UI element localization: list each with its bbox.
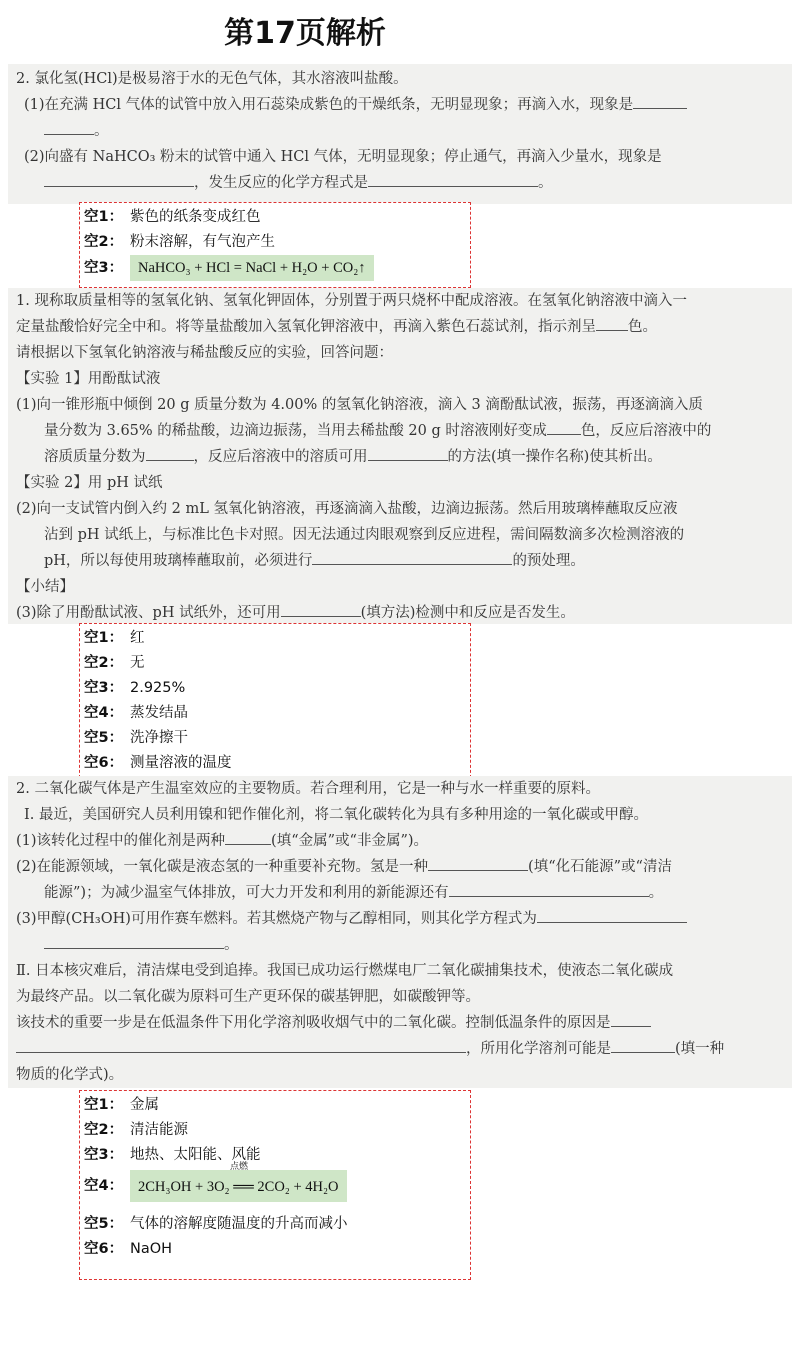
chemical-equation: NaHCO₃ + HCl = NaCl + H₂O + CO₂↑: [130, 255, 374, 281]
q2-line: 定量盐酸恰好完全中和。将等量盐酸加入氢氧化钾溶液中，再滴入紫色石蕊试剂，指示剂呈 色。: [16, 314, 784, 340]
answer-box-2: [79, 623, 471, 778]
q2-line: 请根据以下氢氧化钠溶液与稀盐酸反应的实验，回答问题：: [16, 345, 393, 361]
q3-line: 2. 二氧化碳气体是产生温室效应的主要物质。若合理利用，它是一种与水一样重要的原料。: [16, 781, 600, 797]
q3-line: Ⅱ. 日本核灾难后，清洁煤电受到追捧。我国已成功运行燃煤电厂二氧化碳捕集技术，使液态二氧化碳成: [16, 963, 674, 979]
q2-line: 【实验 2】用 pH 试纸: [16, 475, 163, 491]
q2-line: 溶质质量分数为 ，反应后溶液中的溶质可用 的方法(填一操作名称)使其析出。: [16, 444, 784, 470]
q3-line: Ⅰ. 最近，美国研究人员利用镍和钯作催化剂，将二氧化碳转化为具有多种用途的一氧化碳或甲醇。: [24, 807, 648, 823]
answer-row: 空3： NaHCO₃ + HCl = NaCl + H₂O + CO₂↑: [84, 255, 466, 280]
q2-line: 沾到 pH 试纸上，与标准比色卡对照。因无法通过肉眼观察到反应进程，需间隔数滴多次检测溶液的: [44, 527, 685, 543]
answer-row: 空5： 洗净擦干: [84, 730, 188, 746]
answer-row: 空2： 无: [84, 655, 145, 671]
answer-row: 空5： 气体的溶解度随温度的升高而减小: [84, 1216, 348, 1232]
q2-line: (1)向一锥形瓶中倾倒 20 g 质量分数为 4.00% 的氢氧化钠溶液，滴入 3 滴酚酞试液，振荡，再逐滴滴入质: [16, 397, 703, 413]
q2-line: (2)向一支试管内倒入约 2 mL 氢氧化钠溶液，再逐滴滴入盐酸，边滴边振荡。然后用玻璃棒蘸取反应液: [16, 501, 678, 517]
answer-row: 空6： 测量溶液的温度: [84, 755, 232, 771]
answer-row: 空4： 2CH₃OH + 3O₂ ══ 2CO₂ + 4H₂O 点燃: [84, 1168, 466, 1204]
q3-line: 物质的化学式)。: [16, 1067, 124, 1083]
answer-row: 空6： NaOH: [84, 1241, 173, 1257]
answer-row: 空1： 金属: [84, 1097, 159, 1113]
q3-line: (3)甲醇(CH₃OH)可用作赛车燃料。若其燃烧产物与乙醇相同，则其化学方程式为: [16, 906, 784, 932]
answer-row: 空2： 清洁能源: [84, 1122, 188, 1138]
answer-row: 空2： 粉末溶解，有气泡产生: [84, 234, 275, 250]
q1-line: 。: [16, 118, 784, 144]
answer-box-1: [79, 202, 471, 288]
q1-line: ，发生反应的化学方程式是 。: [16, 170, 784, 196]
q2-line: 【实验 1】用酚酞试液: [16, 371, 161, 387]
question-1-scan: [8, 64, 792, 204]
q2-line: pH，所以每使用玻璃棒蘸取前，必须进行 的预处理。: [16, 548, 784, 574]
answer-box-3: [79, 1090, 471, 1280]
answer-row: 空1： 紫色的纸条变成红色: [84, 209, 261, 225]
q3-line: 为最终产品。以二氧化碳为原料可生产更环保的碳基钾肥，如碳酸钾等。: [16, 989, 480, 1005]
question-3-scan: [8, 776, 792, 1088]
q1-line: (2)向盛有 NaHCO₃ 粉末的试管中通入 HCl 气体，无明显现象；停止通气，再滴入少量水，现象是: [24, 149, 662, 165]
reaction-condition: 点燃: [230, 1161, 249, 1171]
answer-row: 空3： 地热、太阳能、风能: [84, 1147, 261, 1163]
page-title: 第17页解析: [224, 16, 386, 51]
q2-line: (3)除了用酚酞试液、pH 试纸外，还可用 (填方法)检测中和反应是否发生。: [16, 600, 784, 626]
q2-line: 量分数为 3.65% 的稀盐酸，边滴边振荡，当用去稀盐酸 20 g 时溶液刚好变成 色，反应后溶液中的: [16, 418, 784, 444]
q2-line: 【小结】: [16, 579, 74, 595]
q3-line: 该技术的重要一步是在低温条件下用化学溶剂吸收烟气中的二氧化碳。控制低温条件的原因是: [16, 1010, 784, 1036]
q3-line: 能源”)；为减少温室气体排放，可大力开发和利用的新能源还有 。: [16, 880, 784, 906]
q1-line: (1)在充满 HCl 气体的试管中放入用石蕊染成紫色的干燥纸条，无明显现象；再滴入水，现象是: [16, 92, 784, 118]
answer-row: 空3： 2.925%: [84, 680, 186, 696]
chemical-equation: 2CH₃OH + 3O₂ ══ 2CO₂ + 4H₂O 点燃: [130, 1170, 347, 1202]
q3-line: (2)在能源领域，一氧化碳是液态氢的一种重要补充物。氢是一种 (填“化石能源”或“清洁: [16, 854, 784, 880]
q3-line: 。: [16, 932, 784, 958]
q3-line: ，所用化学溶剂可能是 (填一种: [16, 1036, 784, 1062]
q2-line: 1. 现称取质量相等的氢氧化钠、氢氧化钾固体，分别置于两只烧杯中配成溶液。在氢氧化钠溶液中滴入一: [16, 293, 687, 309]
q1-line: 2. 氯化氢(HCl)是极易溶于水的无色气体，其水溶液叫盐酸。: [16, 71, 408, 87]
answer-row: 空4： 蒸发结晶: [84, 705, 188, 721]
answer-row: 空1： 红: [84, 630, 145, 646]
q3-line: (1)该转化过程中的催化剂是两种 (填“金属”或“非金属”)。: [16, 828, 784, 854]
question-2-scan: [8, 288, 792, 624]
